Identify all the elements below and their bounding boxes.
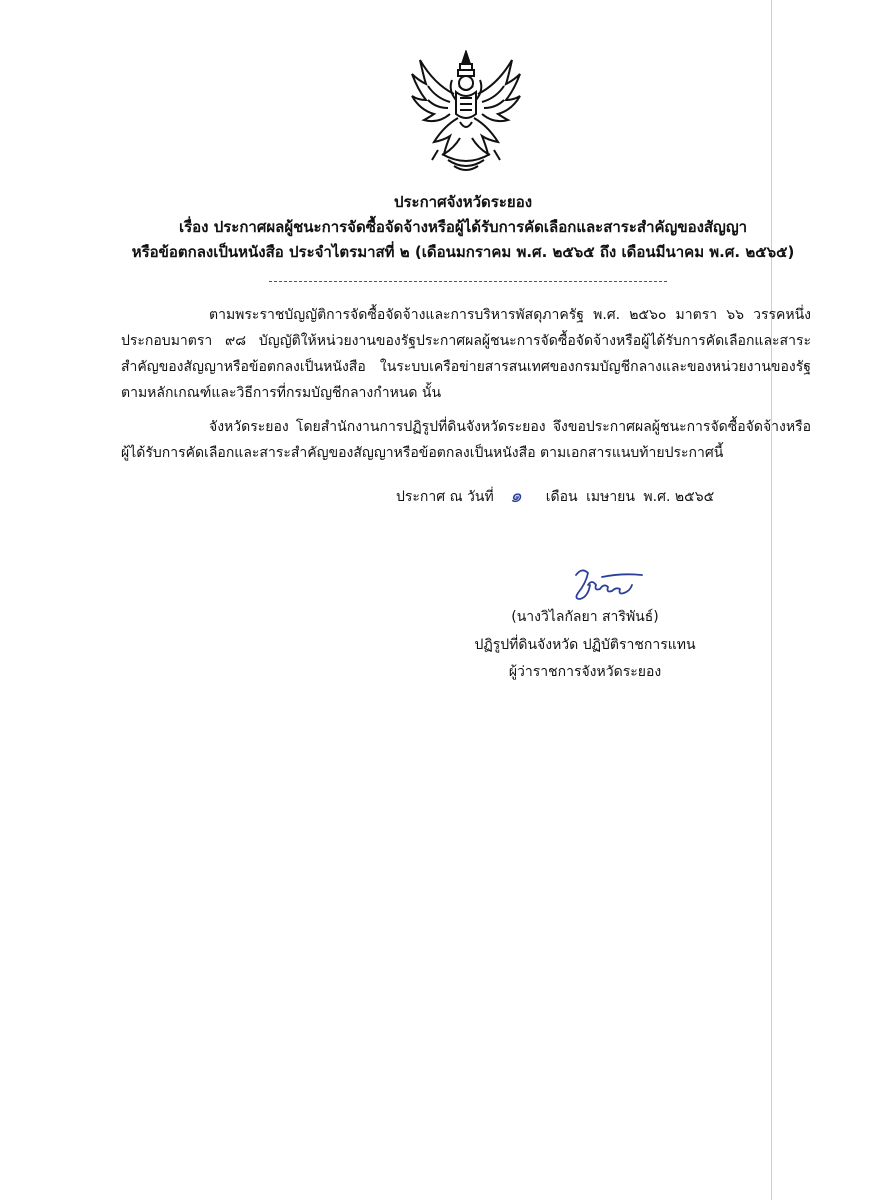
date-prefix: ประกาศ ณ วันที่ [396, 489, 494, 505]
body-paragraph-2-text: จังหวัดระยอง โดยสำนักงานการปฏิรูปที่ดินจังหวัดระยอง จึงขอประกาศผลผู้ชนะการจัดซื้อจัดจ้างหรือผู้ได้รับการคัดเลือกและสาระสำคัญของสัญญาหรือข้อตกลงเป็นหนังสือ ตามเอกสารแนบท้ายประกาศนี้ [121, 419, 811, 461]
signatory-position-1: ปฏิรูปที่ดินจังหวัด ปฏิบัติราชการแทน [474, 637, 696, 653]
date-month: เมษายน [586, 489, 635, 505]
title-block [118, 190, 808, 265]
issuer-title: ประกาศจังหวัดระยอง [393, 193, 533, 211]
date-day: ๑ [509, 485, 522, 507]
signatory-name: (นางวิไลกัลยา สาริพันธ์) [511, 609, 659, 625]
handwritten-signature [562, 563, 646, 603]
date-year-label: พ.ศ. [643, 489, 671, 505]
body-paragraph-1-text: ตามพระราชบัญญัติการจัดซื้อจัดจ้างและการบริหารพัสดุภาครัฐ พ.ศ. ๒๕๖๐ มาตรา ๖๖ วรรคหนึ่ง ประกอบมาตรา ๙๘ บัญญัติให้หน่วยงานของรัฐประกาศผลผู้ชนะการจัดซื้อจัดจ้างหรือผู้ได้รับการคัดเลือกและสาระสำคัญของสัญญาหรือข้อตกลงเป็นหนังสือ ในระบบเครือข่ายสารสนเทศของกรมบัญชีกลางและของหน่วยงานของรัฐตามหลักเกณฑ์และวิธีการที่กรมบัญชีกลางกำหนด นั้น [121, 307, 811, 401]
date-month-label: เดือน [545, 489, 578, 505]
subject-line-1: เรื่อง ประกาศผลผู้ชนะการจัดซื้อจัดจ้างหรือผู้ได้รับการคัดเลือกและสาระสำคัญของสัญญา [178, 218, 748, 236]
date-year: ๒๕๖๕ [674, 489, 715, 505]
garuda-emblem-icon [408, 50, 524, 176]
subject-line-2: หรือข้อตกลงเป็นหนังสือ ประจำไตรมาสที่ ๒ (เดือนมกราคม พ.ศ. ๒๕๖๕ ถึง เดือนมีนาคม พ.ศ. ๒๕๖๕) [131, 243, 795, 261]
body-paragraph-1 [121, 302, 811, 406]
page-edge-line [771, 0, 772, 1200]
announcement-date [396, 480, 714, 510]
title-divider [269, 281, 667, 284]
body-paragraph-2 [121, 414, 811, 466]
signatory-position-2: ผู้ว่าราชการจังหวัดระยอง [508, 664, 662, 680]
